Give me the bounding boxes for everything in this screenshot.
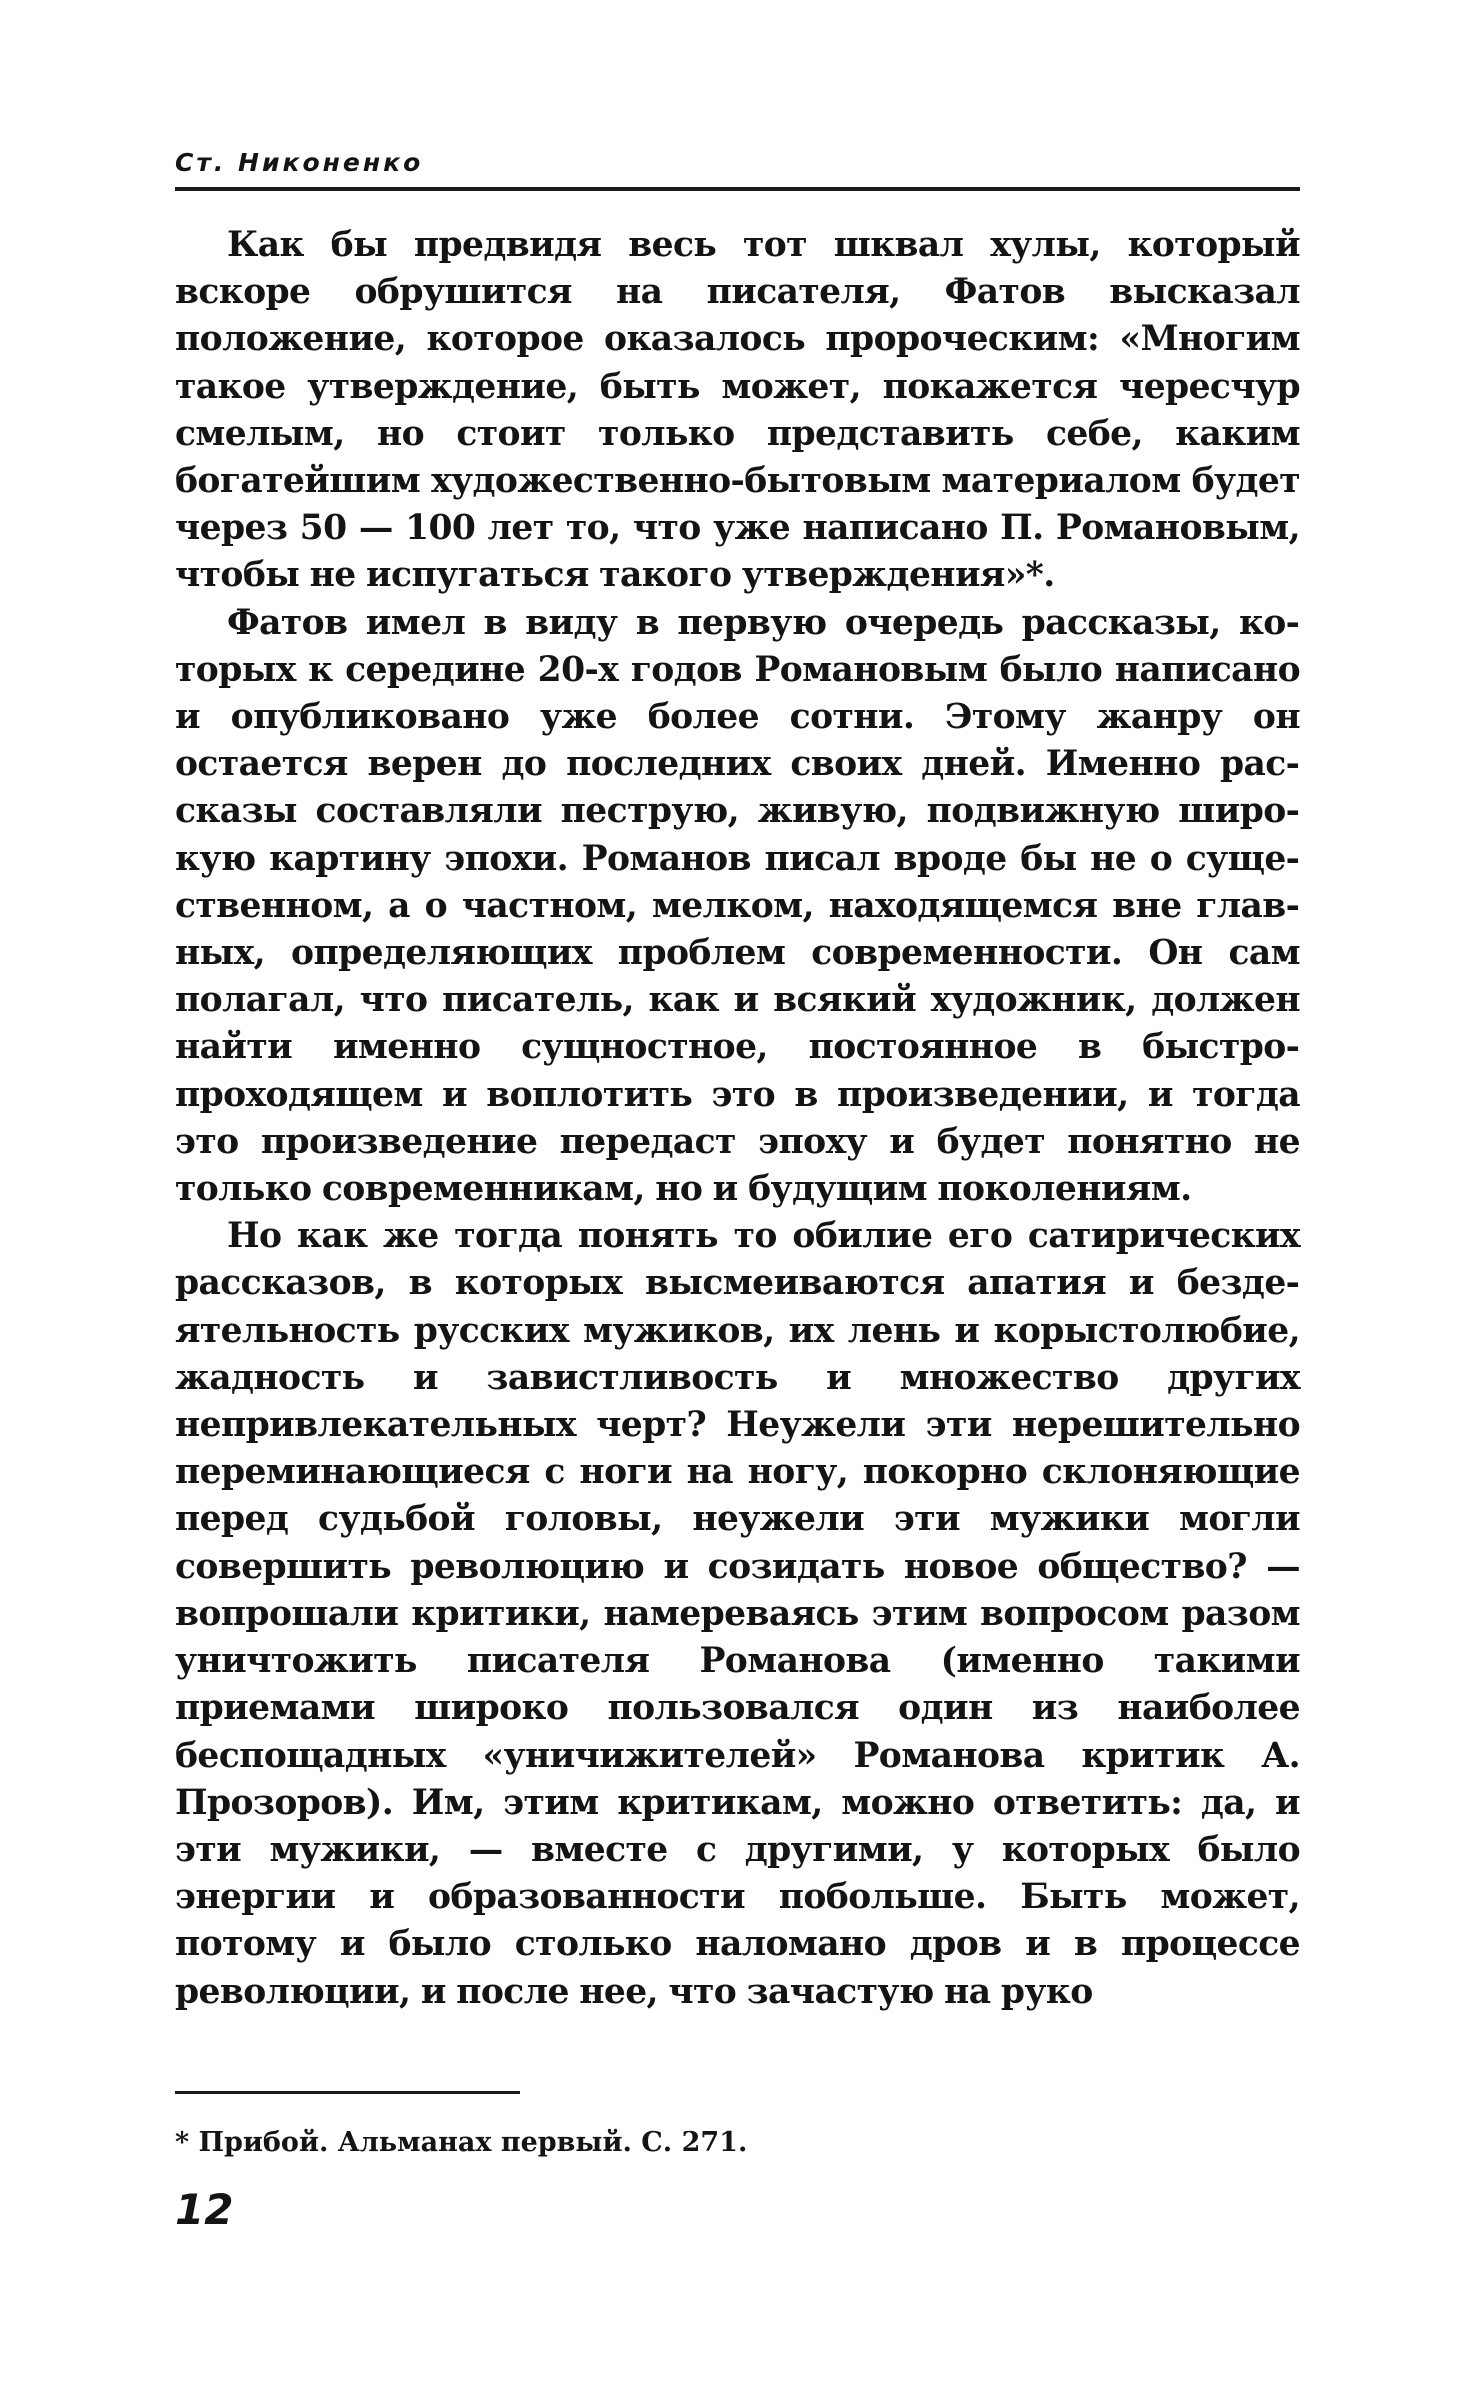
running-head-author: Ст. Никоненко <box>175 148 424 177</box>
paragraph-3: Но как же тогда понять то обилие его сатирических рассказов, в которых высмеиваются апатия и бездеятельность русских мужиков, их лень и корыстолюбие, жадность и завистливость и множество других непривлекательных черт? Неужели эти нерешительно переминающиеся с ноги на ногу, покорно склоняющие перед судьбой головы, неужели эти мужики могли совершить революцию и созидать новое общество? — вопрошали критики, намереваясь этим вопросом разом уничтожить писателя Романова (именно такими приемами широко пользовался один из наиболее беспощадных «уничижителей» Романова критик А. Прозоров). Им, этим критикам, можно ответить: да, и эти мужики, — вместе с другими, у которых было энергии и образованности побольше. Быть может, потому и было столько наломано дров и в процессе революции, и после нее, что зачастую на руко <box>175 1216 1300 2012</box>
paragraph-1: Как бы предвидя весь тот шквал хулы, который вскоре обрушится на писателя, Фатов высказал положение, которое оказалось пророческим: «Многим такое утверждение, быть может, покажется чересчур смелым, но стоит только представить себе, каким богатейшим художественно-бытовым материалом будет через 50 — 100 лет то, что уже написано П. Романовым, чтобы не испугаться такого утверждения»*. <box>175 225 1300 596</box>
footnote: * Прибой. Альманах первый. С. 271. <box>175 2127 748 2158</box>
page-number: 12 <box>175 2185 234 2234</box>
footnote-rule <box>175 2091 520 2094</box>
body-text <box>175 222 1300 2016</box>
paragraph-2: Фатов имел в виду в первую очередь рассказы, которых к середине 20-х годов Романовым было написано и опубликовано уже более сотни. Этому жанру он остается верен до последних своих дней. Именно рассказы составляли пеструю, живую, подвижную широкую картину эпохи. Романов писал вроде бы не о существенном, а о частном, мелком, находящемся вне главных, определяющих проблем современности. Он сам полагал, что писатель, как и всякий художник, должен найти именно сущностное, постоянное в быстропроходящем и воплотить это в произведении, и тогда это произведение передаст эпоху и будет понятно не только современникам, но и будущим поколениям. <box>175 602 1300 1210</box>
running-head <box>175 143 1300 191</box>
